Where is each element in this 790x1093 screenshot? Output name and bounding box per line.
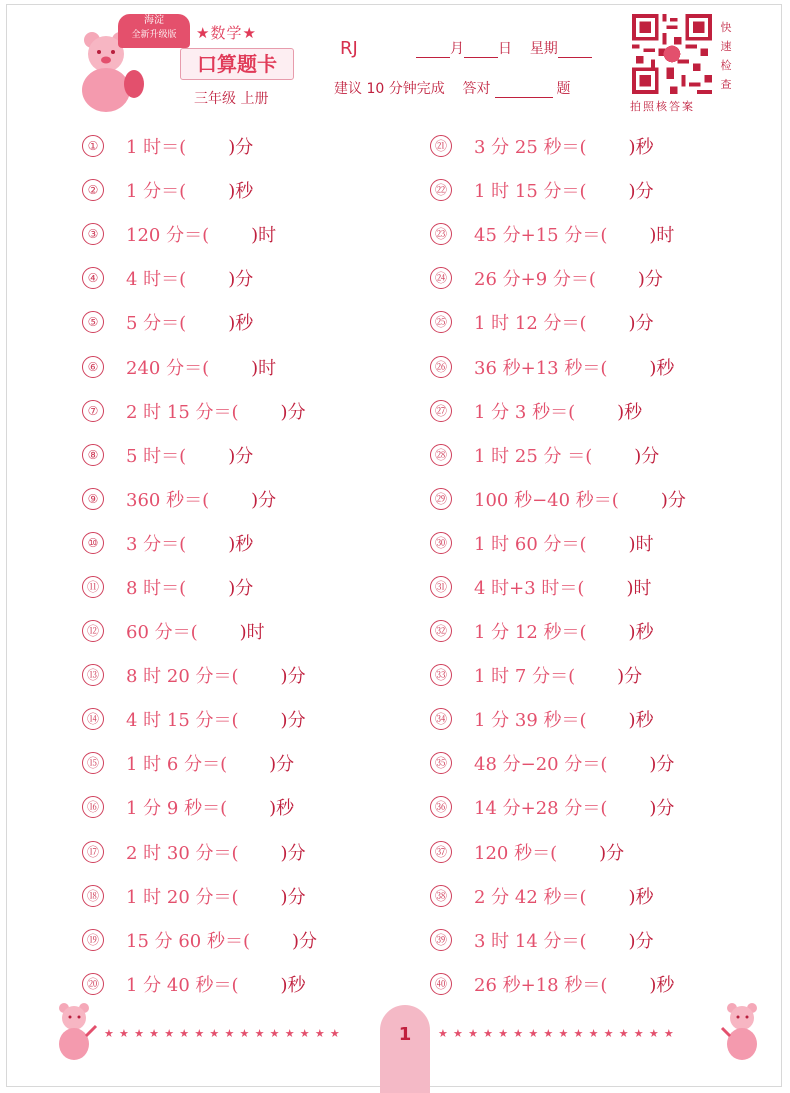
problem-question: 36 秒+13 秒＝(: [474, 357, 608, 379]
problem-unit: )秒: [228, 313, 254, 335]
subject-label: ★数学★: [196, 24, 257, 42]
problem-row: [430, 830, 686, 874]
problem-question: 1 分 39 秒＝(: [474, 710, 587, 732]
problem-number: ⑤: [82, 311, 104, 333]
problem-unit: )分: [228, 137, 254, 159]
problem-unit: )时: [626, 577, 652, 599]
problem-question: 120 分＝(: [126, 225, 210, 247]
problem-row: [430, 124, 686, 168]
qr-caption: 拍照核答案: [630, 100, 695, 113]
problem-number: ㉓: [430, 223, 452, 245]
page-title: 口算题卡: [180, 48, 294, 80]
problem-unit: )秒: [280, 974, 306, 996]
problem-question: 1 时 20 分＝(: [126, 886, 239, 908]
problem-number: ⑱: [82, 885, 104, 907]
problem-question: 45 分+15 分＝(: [474, 225, 608, 247]
qr-side-text: [718, 18, 734, 94]
problem-number: ㉒: [430, 179, 452, 201]
problem-unit: )分: [228, 269, 254, 291]
problem-number: ⑧: [82, 444, 104, 466]
problem-row: [430, 653, 686, 697]
problem-number: ㉑: [430, 135, 452, 157]
badge-line2: 全新升级版: [131, 30, 177, 40]
day-label: 日: [498, 41, 512, 57]
star-border-left: ★★★★★★★★★★★★★★★★: [104, 1027, 345, 1040]
problem-row: [82, 300, 317, 344]
qr-code-icon[interactable]: [630, 14, 714, 94]
problem-number: ①: [82, 135, 104, 157]
problem-question: 1 时 7 分＝(: [474, 666, 576, 688]
problem-question: 4 时+3 时＝(: [474, 577, 585, 599]
problem-question: 1 分＝(: [126, 181, 187, 203]
problem-row: [82, 477, 317, 521]
problem-number: ㊳: [430, 885, 452, 907]
problem-unit: )秒: [228, 181, 254, 203]
qr-side-char: 快: [720, 21, 732, 34]
problem-number: ③: [82, 223, 104, 245]
problem-unit: )分: [292, 930, 318, 952]
problem-unit: )分: [660, 489, 686, 511]
problem-row: [82, 653, 317, 697]
problem-unit: )分: [599, 842, 625, 864]
problem-unit: )分: [637, 269, 663, 291]
page-number: 1: [380, 1005, 430, 1093]
problem-unit: )秒: [649, 357, 675, 379]
problem-row: [430, 212, 686, 256]
problem-number: ㊲: [430, 841, 452, 863]
problem-row: [430, 697, 686, 741]
problem-row: [430, 874, 686, 918]
problem-number: ⑮: [82, 752, 104, 774]
star-border-right: ★★★★★★★★★★★★★★★★: [438, 1027, 679, 1040]
problem-number: ㊱: [430, 796, 452, 818]
problem-row: [82, 741, 317, 785]
problem-number: ⑭: [82, 708, 104, 730]
problem-row: [430, 741, 686, 785]
problem-number: ㊵: [430, 973, 452, 995]
problem-number: ㉗: [430, 400, 452, 422]
problem-number: ⑳: [82, 973, 104, 995]
problem-number: ⑫: [82, 620, 104, 642]
problem-unit: )秒: [628, 622, 654, 644]
problem-number: ㉟: [430, 752, 452, 774]
problem-number: ⑬: [82, 664, 104, 686]
problem-row: [430, 168, 686, 212]
problem-unit: )分: [649, 754, 675, 776]
problem-number: ㉜: [430, 620, 452, 642]
problem-number: ⑪: [82, 576, 104, 598]
problem-number: ㉖: [430, 356, 452, 378]
problem-question: 120 秒＝(: [474, 842, 558, 864]
problem-question: 3 分 25 秒＝(: [474, 137, 587, 159]
problem-unit: )分: [280, 842, 306, 864]
problem-question: 5 分＝(: [126, 313, 187, 335]
date-field: [416, 38, 592, 58]
problem-number: ⑥: [82, 356, 104, 378]
problem-row: [430, 962, 686, 1006]
problem-row: [82, 521, 317, 565]
problem-question: 14 分+28 分＝(: [474, 798, 608, 820]
problem-unit: )秒: [269, 798, 295, 820]
problem-number: ㉝: [430, 664, 452, 686]
problem-row: [82, 918, 317, 962]
problem-row: [430, 477, 686, 521]
problem-unit: )秒: [649, 974, 675, 996]
problem-question: 240 分＝(: [126, 357, 210, 379]
problem-question: 1 时＝(: [126, 137, 187, 159]
qr-side-char: 查: [720, 78, 732, 91]
problem-question: 15 分 60 秒＝(: [126, 930, 250, 952]
problem-row: [82, 256, 317, 300]
problem-unit: )时: [251, 357, 277, 379]
hint-suffix: 题: [556, 81, 571, 97]
brand-logo: [74, 8, 304, 108]
problem-question: 1 时 25 分 ＝(: [474, 445, 593, 467]
problem-row: [430, 565, 686, 609]
edition-badge: [118, 14, 190, 48]
problem-column-right: [430, 124, 686, 1006]
problem-row: [82, 785, 317, 829]
problem-number: ㊴: [430, 929, 452, 951]
problem-question: 1 时 12 分＝(: [474, 313, 587, 335]
problem-unit: )时: [649, 225, 675, 247]
problem-unit: )秒: [617, 401, 643, 423]
badge-line1: 海淀: [144, 15, 164, 26]
problem-row: [430, 785, 686, 829]
problem-unit: )时: [251, 225, 277, 247]
hint-prefix: 建议 10 分钟完成: [334, 81, 445, 97]
problem-question: 26 秒+18 秒＝(: [474, 974, 608, 996]
problem-number: ㉘: [430, 444, 452, 466]
problem-question: 2 分 42 秒＝(: [474, 886, 587, 908]
problem-unit: )分: [228, 577, 254, 599]
problem-row: [82, 697, 317, 741]
problem-unit: )分: [628, 930, 654, 952]
problem-unit: )分: [280, 886, 306, 908]
problem-question: 360 秒＝(: [126, 489, 210, 511]
problem-question: 2 时 15 分＝(: [126, 401, 239, 423]
problem-row: [430, 521, 686, 565]
problem-row: [430, 256, 686, 300]
problem-question: 4 时＝(: [126, 269, 187, 291]
problem-unit: )分: [617, 666, 643, 688]
problem-number: ⑯: [82, 796, 104, 818]
time-hint: [334, 78, 571, 98]
edition-code: RJ: [340, 38, 358, 59]
problem-row: [82, 212, 317, 256]
problem-question: 100 秒−40 秒＝(: [474, 489, 619, 511]
problem-unit: )秒: [628, 886, 654, 908]
problem-row: [430, 300, 686, 344]
problem-number: ⑨: [82, 488, 104, 510]
problem-number: ㉛: [430, 576, 452, 598]
problem-number: ㉕: [430, 311, 452, 333]
problem-row: [82, 565, 317, 609]
problem-unit: )分: [634, 445, 660, 467]
problem-row: [82, 874, 317, 918]
problem-row: [82, 168, 317, 212]
problem-unit: )分: [628, 181, 654, 203]
problem-question: 1 时 60 分＝(: [474, 533, 587, 555]
problem-unit: )分: [269, 754, 295, 776]
problem-row: [430, 433, 686, 477]
problem-question: 1 分 9 秒＝(: [126, 798, 228, 820]
problem-number: ⑦: [82, 400, 104, 422]
problem-number: ㉚: [430, 532, 452, 554]
grade-label: 三年级 上册: [194, 91, 269, 107]
bear-footer-right-icon: [720, 1000, 766, 1062]
qr-block: [628, 14, 758, 114]
problem-question: 60 分＝(: [126, 622, 198, 644]
problem-question: 8 时 20 分＝(: [126, 666, 239, 688]
problem-question: 26 分+9 分＝(: [474, 269, 596, 291]
problem-row: [430, 389, 686, 433]
problem-number: ⑲: [82, 929, 104, 951]
problem-unit: )分: [228, 445, 254, 467]
problem-number: ㉔: [430, 267, 452, 289]
problem-number: ④: [82, 267, 104, 289]
problem-row: [82, 609, 317, 653]
problem-question: 8 时＝(: [126, 577, 187, 599]
problem-row: [82, 389, 317, 433]
problem-row: [82, 124, 317, 168]
problem-number: ②: [82, 179, 104, 201]
problem-number: ⑰: [82, 841, 104, 863]
problem-row: [430, 344, 686, 388]
qr-side-char: 速: [720, 40, 732, 53]
problem-question: 48 分−20 分＝(: [474, 754, 608, 776]
problem-unit: )分: [251, 489, 277, 511]
problem-question: 2 时 30 分＝(: [126, 842, 239, 864]
problem-unit: )分: [280, 666, 306, 688]
problem-unit: )时: [628, 533, 654, 555]
problem-question: 1 时 15 分＝(: [474, 181, 587, 203]
problem-unit: )秒: [628, 710, 654, 732]
problem-number: ⑩: [82, 532, 104, 554]
hint-correct: 答对: [462, 81, 491, 97]
problem-number: ㉙: [430, 488, 452, 510]
qr-side-char: 检: [720, 59, 732, 72]
problem-question: 4 时 15 分＝(: [126, 710, 239, 732]
problem-row: [82, 962, 317, 1006]
problem-unit: )分: [280, 710, 306, 732]
problem-unit: )分: [628, 313, 654, 335]
problem-question: 1 分 3 秒＝(: [474, 401, 576, 423]
problem-unit: )分: [649, 798, 675, 820]
problem-row: [82, 830, 317, 874]
month-label: 月: [450, 41, 464, 57]
problem-question: 3 分＝(: [126, 533, 187, 555]
problem-row: [82, 344, 317, 388]
problem-column-left: [82, 124, 317, 1006]
bear-footer-left-icon: [52, 1000, 98, 1062]
problem-question: 1 时 6 分＝(: [126, 754, 228, 776]
problem-row: [82, 433, 317, 477]
problem-unit: )秒: [628, 137, 654, 159]
problem-question: 1 分 12 秒＝(: [474, 622, 587, 644]
problem-question: 5 时＝(: [126, 445, 187, 467]
problem-unit: )分: [280, 401, 306, 423]
problem-question: 1 分 40 秒＝(: [126, 974, 239, 996]
problem-unit: )时: [239, 622, 265, 644]
weekday-label: 星期: [529, 41, 558, 57]
problem-number: ㉞: [430, 708, 452, 730]
problem-row: [430, 609, 686, 653]
problem-row: [430, 918, 686, 962]
problem-question: 3 时 14 分＝(: [474, 930, 587, 952]
problem-unit: )秒: [228, 533, 254, 555]
